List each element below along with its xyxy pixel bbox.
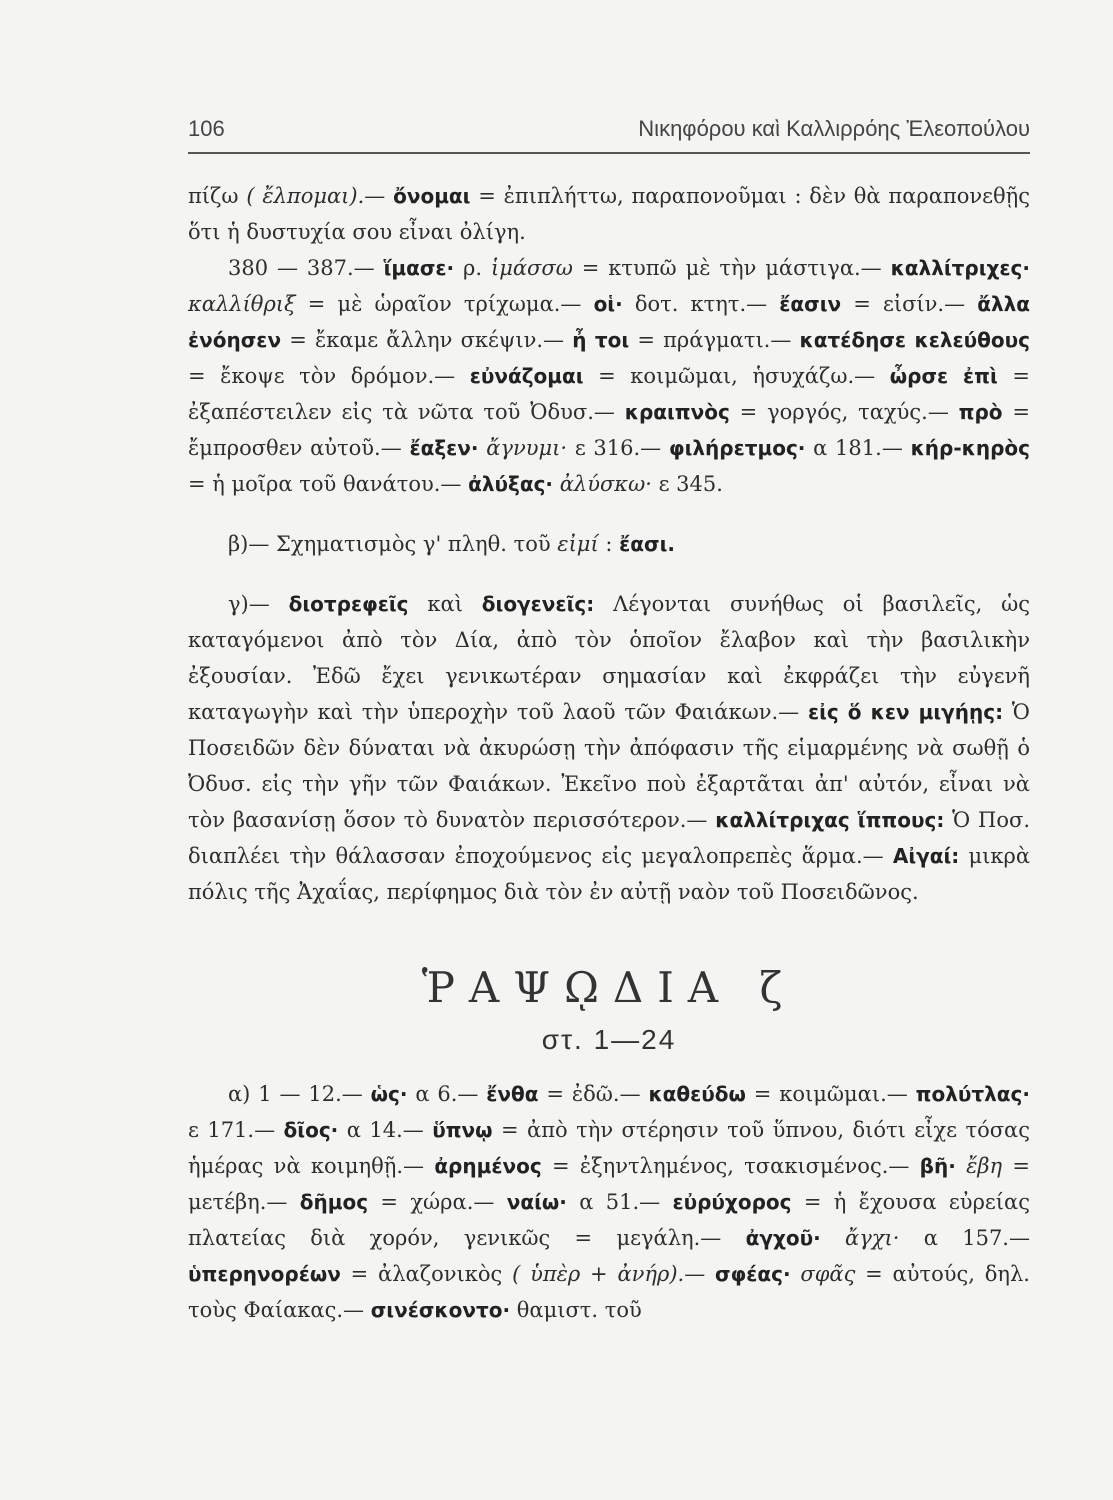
text: α 157.— (899, 1226, 1030, 1250)
bold-term: πρὸ (958, 400, 1003, 424)
text: Ὁ Ποσειδῶν δὲν δύναται νὰ ἀκυρώσῃ τὴν ἀπόφασιν τῆς εἱμαρμένης νὰ σωθῇ ὁ Ὀδυσ. εἰς τὴν γῆν τῶν Φαιάκων. Ἐκεῖνο ποὺ ἐξαρτᾶται ἀπ' αὐτόν, εἶναι νὰ τὸν βασανίσῃ ὅσον τὸ δυνατὸν περισσότερον.— (188, 700, 1030, 832)
bold-term: διοτρεφεῖς (288, 592, 409, 616)
text: δοτ. κτητ.— (622, 292, 780, 316)
text: = πράγματι.— (629, 328, 800, 352)
italic-term: σφᾶς (800, 1262, 856, 1286)
text: = αὐτούς, δηλ. τοὺς Φαίακας.— (188, 1262, 1030, 1322)
text: α 51.— (566, 1190, 673, 1214)
text: = ἐξηντλημένος, τσακισμένος.— (541, 1154, 920, 1178)
italic-term: ( ἔλπομαι). (246, 184, 365, 208)
bold-term: κήρ-κηρὸς (910, 436, 1030, 460)
bold-term: ἀρημένος (434, 1154, 542, 1178)
bold-term: ἀγχοῦ· (745, 1226, 821, 1250)
text (553, 472, 560, 496)
bold-term: καλλίτριχας ἵππους: (715, 808, 945, 832)
paragraph-alpha (188, 1076, 1030, 1328)
text: = μετέβη.— (188, 1154, 1030, 1214)
bold-term: κατέδησε κελεύθους (799, 328, 1030, 352)
text: α 14.— (338, 1118, 433, 1142)
text (956, 1154, 966, 1178)
text: = κτυπῶ μὲ τὴν μάστιγα.— (572, 256, 891, 280)
running-title: Νικηφόρου καὶ Καλλιρρόης Ἐλεοπούλου (638, 116, 1030, 141)
bold-term: ἔασι. (619, 532, 675, 556)
text: πίζω (188, 184, 239, 208)
page-header (188, 112, 1030, 154)
text: = ἡ μοῖρα τοῦ θανάτου.— (188, 472, 469, 496)
bold-term: κραιπνὸς (624, 400, 730, 424)
text: γ)— (228, 592, 289, 616)
text: : (598, 532, 620, 556)
paragraph-beta (188, 526, 1030, 562)
bold-term: βῆ· (919, 1154, 956, 1178)
text (821, 1226, 845, 1250)
bold-term: ἔασιν (779, 292, 842, 316)
text: = μὲ ὡραῖον τρίχωμα.— (295, 292, 594, 316)
text: = ἔκοψε τὸν δρόμον.— (188, 364, 470, 388)
text: καὶ (408, 592, 482, 616)
text: α 181.— (805, 436, 911, 460)
text: β)— Σχηματισμὸς γ' πληθ. τοῦ (228, 532, 558, 556)
text (791, 1262, 801, 1286)
text: μικρὰ πόλις τῆς Ἀχαΐας, περίφημος διὰ τὸν ἐν αὐτῇ ναὸν τοῦ Ποσειδῶνος. (188, 844, 1030, 904)
bold-term: ἄλλα ἐνόησεν (188, 292, 1031, 352)
text: α 6.— (407, 1082, 487, 1106)
bold-term: δῆμος (299, 1190, 369, 1214)
bold-term: φιλήρετμος· (668, 436, 806, 460)
bold-term: καθεύδω (648, 1082, 746, 1106)
text: = ἀλαζονικὸς (340, 1262, 513, 1286)
bold-term: σινέσκοντο· (370, 1298, 511, 1322)
italic-term: ( ὑπὲρ + ἀνήρ). (512, 1262, 685, 1286)
text: = ἐπιπλήττω, παραπονοῦμαι : δὲν θὰ παραπονεθῇς ὅτι ἡ δυστυχία σου εἶναι ὀλίγη. (188, 184, 1030, 244)
bold-term: ἦ τοι (572, 328, 630, 352)
text: = κοιμῶμαι.— (745, 1082, 916, 1106)
paragraph-notes-380-387 (188, 250, 1030, 502)
text: Ὁ Ποσ. διαπλέει τὴν θάλασσαν ἐποχούμενος εἰς μεγαλοπρεπὲς ἅρμα.— (188, 808, 1031, 868)
bold-term: ἀλύξας· (468, 472, 554, 496)
text: ε 345. (651, 472, 723, 496)
chapter-title: ῬΑΨῼΔΙΑ ζ (421, 963, 797, 1012)
italic-term: ἱμάσσω (490, 256, 573, 280)
bold-term: πολύτλας· (915, 1082, 1030, 1106)
bold-term: σφέας· (715, 1262, 791, 1286)
bold-term: καλλίτριχες· (890, 256, 1031, 280)
chapter-verses: στ. 1—24 (541, 1024, 677, 1055)
bold-term: ὦρσε ἐπὶ (889, 364, 998, 388)
bold-term: ἔνθα (486, 1082, 539, 1106)
italic-term: ἄγχι· (845, 1226, 900, 1250)
text: ρ. (454, 256, 491, 280)
text: = εἰσίν.— (841, 292, 978, 316)
italic-term: εἰμί (557, 532, 599, 556)
text: = ἀπὸ τὴν στέρησιν τοῦ ὕπνου, διότι εἶχε τόσας ἡμέρας νὰ κοιμηθῇ.— (188, 1118, 1030, 1178)
italic-term: ἄγνυμι· (486, 436, 568, 460)
text: = ἐξαπέστειλεν εἰς τὰ νῶτα τοῦ Ὀδυσ.— (188, 364, 1030, 424)
page-body (188, 178, 1030, 1328)
italic-term: καλλίθριξ (188, 292, 296, 316)
paragraph-gamma (188, 586, 1030, 910)
bold-term: εὐρύχορος (672, 1190, 792, 1214)
bold-term: Αἰγαί: (892, 844, 960, 868)
text: = ἡ ἔχουσα εὐρείας πλατείας διὰ χορόν, γενικῶς = μεγάλη.— (188, 1190, 1030, 1250)
text: = χώρα.— (368, 1190, 507, 1214)
text: θαμιστ. τοῦ (510, 1298, 642, 1322)
text: ε 171.— (188, 1118, 284, 1142)
bold-term: ἵμασε· (383, 256, 455, 280)
bold-term: ναίω· (506, 1190, 567, 1214)
text: 380 — 387.— (228, 256, 384, 280)
text: ε 316.— (567, 436, 669, 460)
bold-term: εἰς ὅ κεν μιγήῃς: (807, 700, 1004, 724)
text: α) 1 — 12.— (228, 1082, 371, 1106)
paragraph-continuation (188, 178, 1030, 250)
italic-term: ἔβη (966, 1154, 1003, 1178)
bold-term: εὐνάζομαι (469, 364, 584, 388)
text: = ἔμπροσθεν αὐτοῦ.— (188, 400, 1030, 460)
text: = ἔκαμε ἄλλην σκέψιν.— (281, 328, 573, 352)
page-number: 106 (188, 116, 225, 141)
bold-term: οἱ· (593, 292, 623, 316)
bold-term: δῖος· (283, 1118, 339, 1142)
text: = ἐδῶ.— (538, 1082, 649, 1106)
text: — (364, 184, 386, 208)
italic-term: ἀλύσκω· (559, 472, 652, 496)
bold-term: διογενεῖς: (481, 592, 595, 616)
text: — (684, 1262, 716, 1286)
bold-term: ὕπνῳ (432, 1118, 493, 1142)
text: = κοιμῶμαι, ἡσυχάζω.— (583, 364, 890, 388)
text: Λέγονται συνήθως οἱ βασιλεῖς, ὡς καταγόμενοι ἀπὸ τὸν Δία, ἀπὸ τὸν ὁποῖον ἔλαβον καὶ τὴν βασιλικὴν ἐξουσίαν. Ἐδῶ ἔχει γενικωτέραν σημασίαν καὶ ἐκφράζει τὴν εὐγενῆ καταγωγὴν καὶ τὴν ὑπεροχὴν τοῦ λαοῦ τῶν Φαιάκων.— (188, 592, 1031, 724)
bold-term: ὡς· (370, 1082, 408, 1106)
bold-term: ἔαξεν· (409, 436, 479, 460)
bold-term: ὄνομαι (393, 184, 471, 208)
text: = γοργός, ταχύς.— (729, 400, 959, 424)
bold-term: ὑπερηνορέων (188, 1262, 341, 1286)
